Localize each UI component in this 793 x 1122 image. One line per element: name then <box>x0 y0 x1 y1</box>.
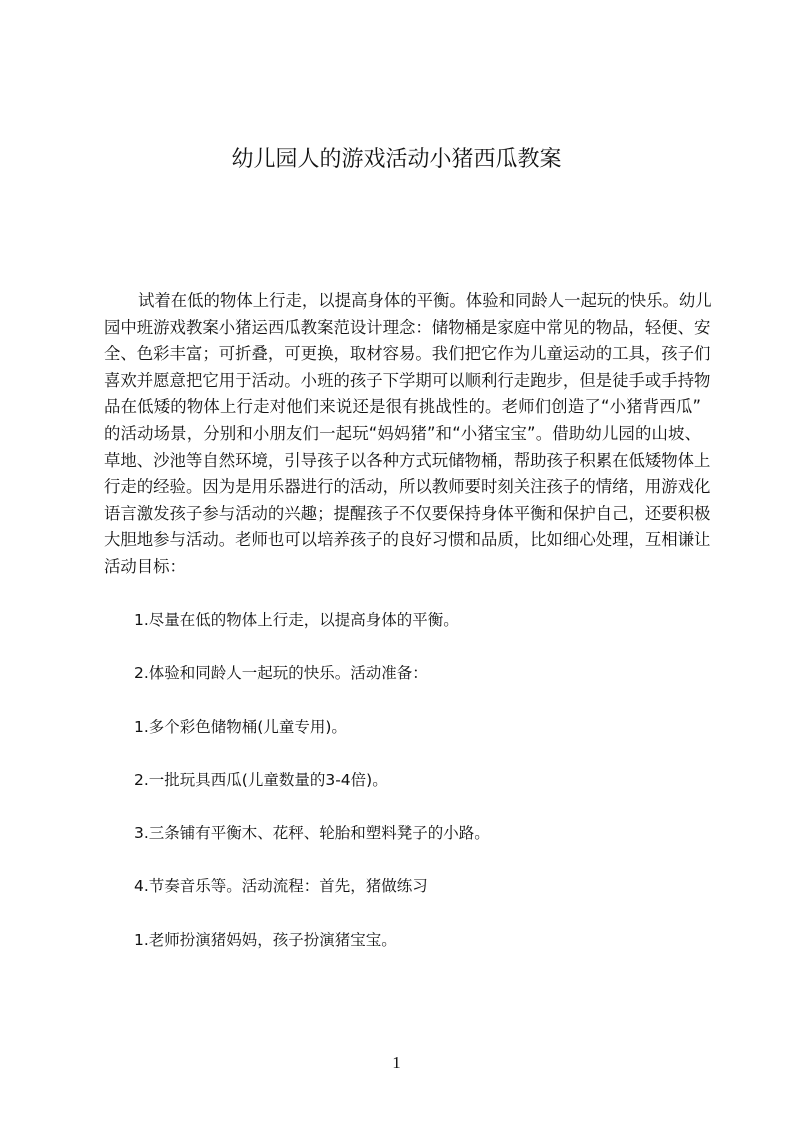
paragraph-line: 园中班游戏教案小猪运西瓜教案范设计理念：储物桶是家庭中常见的物品，轻便、安 <box>104 317 711 337</box>
list-item: 1.尽量在低的物体上行走，以提高身体的平衡。 <box>134 611 459 629</box>
paragraph-line: 大胆地参与活动。老师也可以培养孩子的良好习惯和品质，比如细心处理，互相谦让 <box>104 530 711 550</box>
paragraph-line: 草地、沙池等自然环境，引导孩子以各种方式玩储物桶，帮助孩子积累在低矮物体上 <box>104 450 711 470</box>
body-paragraph <box>104 288 712 581</box>
paragraph-line: 全、色彩丰富；可折叠，可更换，取材容易。我们把它作为儿童运动的工具，孩子们 <box>104 344 711 364</box>
paragraph-line: 的活动场景，分别和小朋友们一起玩“妈妈猪”和“小猪宝宝”。借助幼儿园的山坡、 <box>104 423 701 443</box>
numbered-list <box>134 607 490 980</box>
page-number: 1 <box>392 1053 401 1072</box>
list-item: 4.节奏音乐等。活动流程：首先，猪做练习 <box>134 877 428 896</box>
paragraph-line: 活动目标： <box>104 556 186 576</box>
list-item: 1.老师扮演猪妈妈，孩子扮演猪宝宝。 <box>134 930 397 949</box>
list-item: 1.多个彩色储物桶(儿童专用)。 <box>134 717 347 736</box>
paragraph-line: 行走的经验。因为是用乐器进行的活动，所以教师要时刻关注孩子的情绪，用游戏化 <box>104 477 711 497</box>
document-title: 幼儿园人的游戏活动小猪西瓜教案 <box>231 147 562 172</box>
paragraph-line: 试着在低的物体上行走，以提高身体的平衡。体验和同龄人一起玩的快乐。幼儿 <box>138 291 712 310</box>
paragraph-line: 喜欢并愿意把它用于活动。小班的孩子下学期可以顺利行走跑步，但是徒手或手持物 <box>104 370 711 390</box>
list-item: 3.三条铺有平衡木、花秤、轮胎和塑料凳子的小路。 <box>134 824 490 843</box>
paragraph-line: 品在低矮的物体上行走对他们来说还是很有挑战性的。老师们创造了“小猪背西瓜” <box>104 397 701 417</box>
paragraph-line: 语言激发孩子参与活动的兴趣；提醒孩子不仅要保持身体平衡和保护自己，还要积极 <box>104 503 711 523</box>
list-item: 2.一批玩具西瓜(儿童数量的3-4倍)。 <box>134 770 388 789</box>
list-item: 2.体验和同龄人一起玩的快乐。活动准备： <box>134 664 428 683</box>
